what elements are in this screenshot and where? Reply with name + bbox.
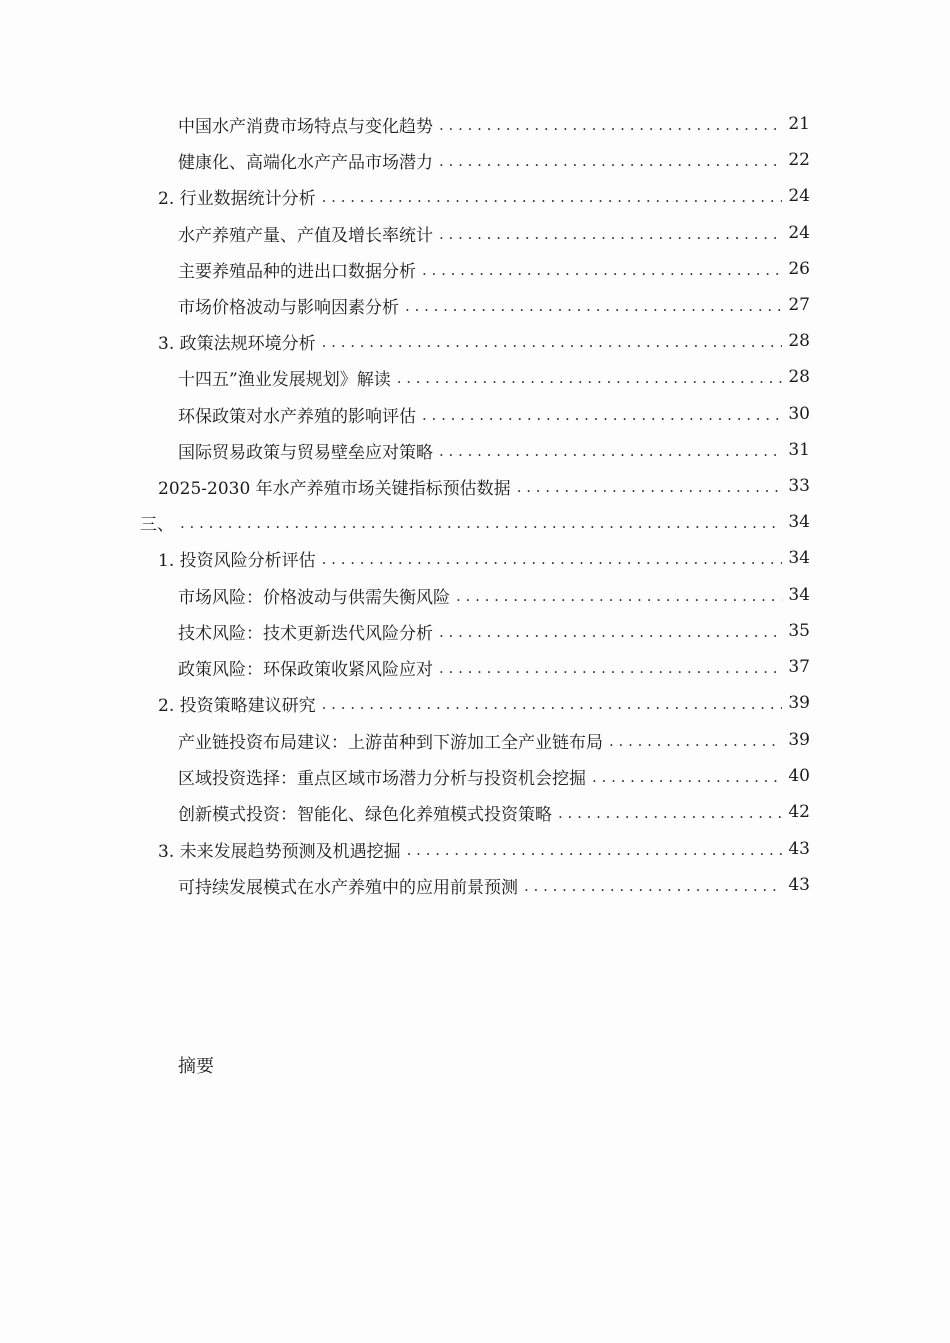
toc-leader-dots <box>397 371 783 386</box>
toc-entry[interactable] <box>158 323 810 359</box>
toc-entry-title: 产业链投资布局建议：上游苗种到下游加工全产业链布局 <box>178 732 603 753</box>
toc-entry-title: 可持续发展模式在水产养殖中的应用前景预测 <box>178 877 518 898</box>
toc-entry-title: 主要养殖品种的进出口数据分析 <box>178 261 416 282</box>
toc-entry-title: 3. 未来发展趋势预测及机遇挖掘 <box>158 841 401 862</box>
toc-entry-title: 国际贸易政策与贸易壁垒应对策略 <box>178 442 433 463</box>
toc-entry-page: 22 <box>788 150 810 170</box>
toc-entry-page: 21 <box>788 114 810 134</box>
toc-entry[interactable] <box>178 432 810 468</box>
toc-leader-dots <box>422 408 782 423</box>
toc-entry-title: 技术风险：技术更新迭代风险分析 <box>178 623 433 644</box>
toc-entry[interactable] <box>178 215 810 251</box>
toc-entry-title: 水产养殖产量、产值及增长率统计 <box>178 225 433 246</box>
toc-entry[interactable] <box>158 468 810 504</box>
toc-entry[interactable] <box>178 287 810 323</box>
toc-leader-dots <box>517 480 783 495</box>
toc-entry-title: 中国水产消费市场特点与变化趋势 <box>178 116 433 137</box>
toc-leader-dots <box>405 299 782 314</box>
toc-entry-title: 1. 投资风险分析评估 <box>158 550 316 571</box>
toc-entry-title: 三、 <box>140 514 174 535</box>
toc-leader-dots <box>407 843 783 858</box>
toc-leader-dots <box>439 625 782 640</box>
toc-leader-dots <box>322 190 783 205</box>
toc-entry[interactable] <box>178 649 810 685</box>
toc-leader-dots <box>524 879 782 894</box>
toc-entry-page: 28 <box>788 367 810 387</box>
toc-entry-page: 34 <box>788 512 810 532</box>
toc-entry[interactable] <box>158 685 810 721</box>
toc-entry-page: 43 <box>788 875 810 895</box>
toc-entry[interactable] <box>158 178 810 214</box>
toc-entry[interactable] <box>178 396 810 432</box>
toc-entry-title: 2025-2030 年水产养殖市场关键指标预估数据 <box>158 478 511 499</box>
toc-entry-page: 24 <box>788 186 810 206</box>
toc-entry[interactable] <box>140 504 810 540</box>
toc-leader-dots <box>558 806 782 821</box>
toc-entry-page: 42 <box>788 802 810 822</box>
toc-entry-page: 24 <box>788 223 810 243</box>
toc-entry[interactable] <box>178 867 810 903</box>
toc-entry-title: 2. 行业数据统计分析 <box>158 188 316 209</box>
toc-entry-title: 2. 投资策略建议研究 <box>158 695 316 716</box>
toc-leader-dots <box>609 734 782 749</box>
toc-entry[interactable] <box>178 142 810 178</box>
toc-entry-title: 创新模式投资：智能化、绿色化养殖模式投资策略 <box>178 804 552 825</box>
toc-entry-page: 33 <box>788 476 810 496</box>
toc-entry-title: 3. 政策法规环境分析 <box>158 333 316 354</box>
toc-leader-dots <box>439 118 782 133</box>
toc-leader-dots <box>439 227 782 242</box>
toc-entry-title: 十四五”渔业发展规划》解读 <box>178 369 391 390</box>
toc-entry[interactable] <box>178 577 810 613</box>
toc-entry[interactable] <box>178 613 810 649</box>
toc-leader-dots <box>439 154 782 169</box>
summary-heading: 摘要 <box>178 1056 214 1077</box>
toc-entry[interactable] <box>158 540 810 576</box>
toc-entry-page: 37 <box>788 657 810 677</box>
toc-entry[interactable] <box>158 831 810 867</box>
toc-entry-page: 39 <box>788 730 810 750</box>
toc-entry-title: 市场风险：价格波动与供需失衡风险 <box>178 587 450 608</box>
toc-entry-page: 43 <box>788 839 810 859</box>
toc-entry-page: 28 <box>788 331 810 351</box>
toc-leader-dots <box>592 770 782 785</box>
toc-leader-dots <box>456 589 782 604</box>
toc-leader-dots <box>180 516 782 531</box>
toc-entry-page: 27 <box>788 295 810 315</box>
toc-entry[interactable] <box>178 359 810 395</box>
toc-entry-title: 区域投资选择：重点区域市场潜力分析与投资机会挖掘 <box>178 768 586 789</box>
toc-entry[interactable] <box>178 251 810 287</box>
toc-entry[interactable] <box>178 794 810 830</box>
toc-entry[interactable] <box>178 106 810 142</box>
toc-leader-dots <box>322 697 783 712</box>
toc-leader-dots <box>439 661 782 676</box>
toc-entry-title: 健康化、高端化水产产品市场潜力 <box>178 152 433 173</box>
toc-entry-page: 39 <box>788 693 810 713</box>
toc-leader-dots <box>322 552 783 567</box>
toc-entry-page: 34 <box>788 585 810 605</box>
toc-entry-title: 市场价格波动与影响因素分析 <box>178 297 399 318</box>
toc-entry-page: 31 <box>788 440 810 460</box>
toc-entry-page: 34 <box>788 548 810 568</box>
toc-leader-dots <box>422 263 782 278</box>
toc-entry[interactable] <box>178 758 810 794</box>
toc-entry-page: 26 <box>788 259 810 279</box>
toc-entry-title: 环保政策对水产养殖的影响评估 <box>178 406 416 427</box>
toc-entry[interactable] <box>178 722 810 758</box>
toc-entry-page: 30 <box>788 404 810 424</box>
toc-leader-dots <box>439 444 782 459</box>
toc-entry-title: 政策风险：环保政策收紧风险应对 <box>178 659 433 680</box>
toc-entry-page: 35 <box>788 621 810 641</box>
toc-entry-page: 40 <box>788 766 810 786</box>
toc-leader-dots <box>322 335 783 350</box>
